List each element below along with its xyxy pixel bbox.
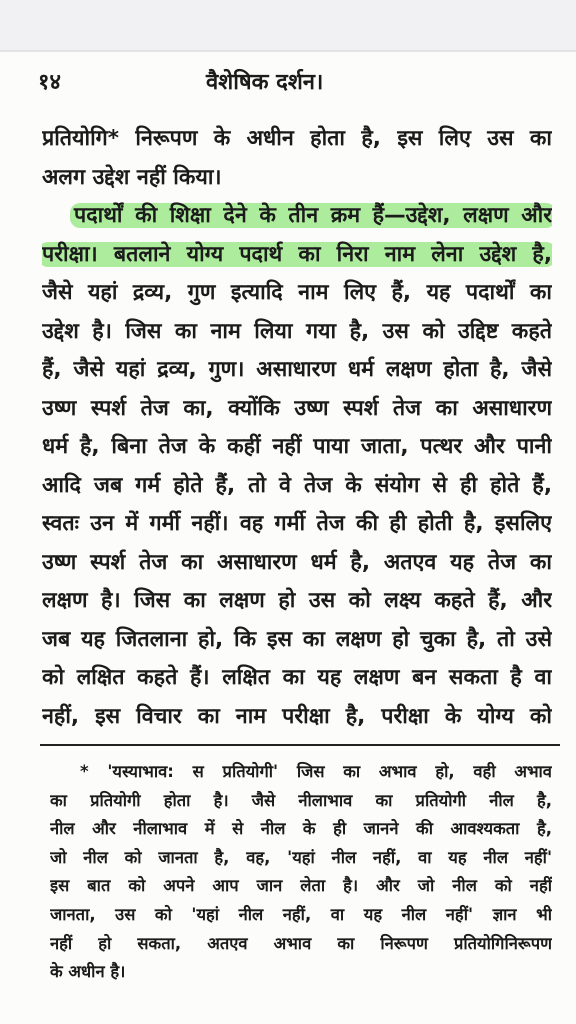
text-line: जब यह जितलाना हो, कि इस का लक्षण हो चुका है, तो उसे	[42, 626, 552, 652]
text-line: धर्म है, बिना तेज के कहीं नहीं पाया जाता, पत्थर और पानी	[42, 434, 552, 459]
text-line: आदि जब गर्म होते हैं, तो वे तेज के संयोग से ही होते हैं,	[42, 472, 552, 498]
highlighted-text: परीक्षा। बतलाने योग्य पदार्थ का निरा नाम लेना उद्देश है,	[42, 242, 552, 267]
highlighted-text: पदार्थों की शिक्षा देने के तीन क्रम हैं—उद्देश, लक्षण और	[70, 203, 552, 228]
footnote-line: जानता, उस को 'यहां नील नहीं, वा यह नील नहीं' ज्ञान भी	[50, 904, 552, 924]
running-title: वैशेषिक दर्शन।	[206, 70, 324, 95]
text-line: को लक्षित कहते हैं। लक्षित का यह लक्षण बन सकता है वा	[42, 665, 552, 690]
text-line: नहीं, इस विचार का नाम परीक्षा है, परीक्षा के योग्य को	[42, 703, 552, 729]
text-line: उष्ण स्पर्श तेज का, क्योंकि उष्ण स्पर्श तेज का असाधारण	[42, 395, 552, 421]
text-line: अलग उद्देश नहीं किया।	[42, 164, 222, 190]
footnote-line: का प्रतियोगी होता है। जैसे नीलाभाव का प्रतियोगी नील है,	[50, 790, 552, 810]
page-header	[38, 66, 558, 96]
book-page	[0, 52, 576, 1024]
text-line: हैं, जैसे यहां द्रव्य, गुण। असाधारण धर्म लक्षण होता है, जैसे	[42, 357, 552, 382]
footnote-line: इस बात को अपने आप जान लेता है। और जो नील को नहीं	[50, 876, 552, 896]
footnote-line: जो नील को जानता है, वह, 'यहां नील नहीं, वा यह नील नहीं'	[50, 847, 552, 867]
footnote-divider	[40, 744, 560, 746]
text-line	[42, 197, 552, 236]
text-line: उष्ण स्पर्श तेज का असाधारण धर्म है, अतएव यह तेज का	[42, 549, 552, 575]
footnote-line: के अधीन है।	[50, 962, 126, 982]
text-line: स्वतः उन में गर्मी नहीं। वह गर्मी तेज की ही होती है, इसलिए	[42, 511, 552, 536]
footnote-line: नहीं हो सकता, अतएव अभाव का निरूपण प्रतियोगिनिरूपण	[50, 933, 552, 953]
page-number: १४	[38, 70, 61, 95]
footnote-line: * 'यस्याभाव: स प्रतियोगी' जिस का अभाव हो, वही अभाव	[80, 762, 552, 781]
main-text	[42, 120, 552, 736]
text-line	[42, 236, 552, 275]
text-line: जैसे यहां द्रव्य, गुण इत्यादि नाम लिए हैं, यह पदार्थों का	[42, 280, 552, 305]
text-line: प्रतियोगि* निरूपण के अधीन होता है, इस लिए उस का	[42, 126, 552, 151]
text-line: उद्देश है। जिस का नाम लिया गया है, उस को उद्दिष्ट कहते	[42, 318, 552, 344]
footnote-line: नील और नीलाभाव में से नील के ही जानने की आवश्यकता है,	[50, 819, 552, 839]
viewer-top-bar	[0, 0, 576, 52]
footnote	[50, 758, 552, 987]
text-line: लक्षण है। जिस का लक्षण हो उस को लक्ष्य कहते हैं, और	[42, 588, 552, 613]
